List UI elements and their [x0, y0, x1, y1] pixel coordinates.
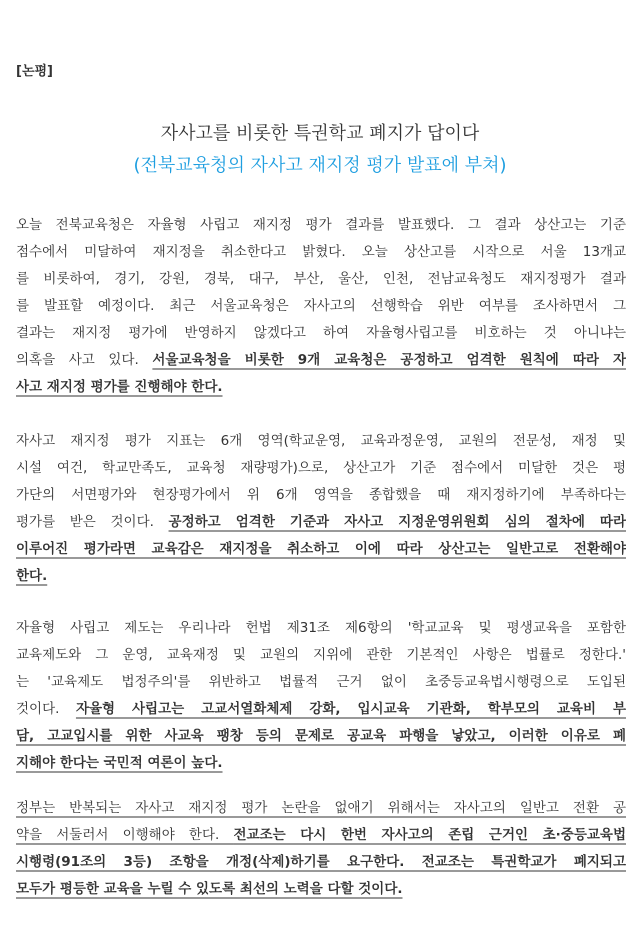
text-line — [16, 563, 626, 590]
text-line — [16, 293, 626, 320]
text-segment: 가단의 서면평가와 현장평가에서 위 6개 영역을 종합했을 때 재지정하기에 부족하다는 — [16, 487, 626, 503]
text-line — [16, 509, 626, 536]
text-segment: 것이다. — [16, 701, 76, 717]
text-line — [16, 347, 626, 374]
paragraph-3 — [16, 615, 626, 777]
text-line — [16, 536, 626, 563]
paragraph-2 — [16, 428, 626, 590]
text-line — [16, 239, 626, 266]
text-segment: 오늘 전북교육청은 자율형 사립고 재지정 평가 결과를 발표했다. 그 결과 상산고는 기준 — [16, 217, 626, 233]
emphasized-text: 사고 재지정 평가를 진행해야 한다. — [16, 379, 223, 395]
text-segment: 결과는 재지정 평가에 반영하지 않겠다고 하여 자율형사립고를 비호하는 것 아니냐는 — [16, 325, 626, 341]
text-segment: 의혹을 사고 있다. — [16, 352, 153, 368]
text-line — [16, 615, 626, 642]
text-line — [16, 696, 626, 723]
emphasized-text: 자율형 사립고는 고교서열화체제 강화, 입시교육 기관화, 학부모의 교육비 부 — [75, 701, 626, 717]
emphasized-text: 지해야 한다는 국민적 여론이 높다. — [16, 755, 223, 771]
text-line — [16, 428, 626, 455]
emphasized-text: 공정하고 엄격한 기준과 자사고 지정운영위원회 심의 절차에 따라 — [168, 514, 626, 530]
article-title: 자사고를 비롯한 특권학교 폐지가 답이다 — [160, 123, 480, 144]
emphasized-text: 담, 고교입시를 위한 사교육 팽창 등의 문제로 공교육 파행을 낳았고, 이러한 이유로 폐 — [16, 728, 626, 744]
emphasized-text: 한다. — [16, 568, 48, 584]
text-line — [16, 320, 626, 347]
emphasized-text: 전교조는 다시 한번 자사고의 존립 근거인 초·중등교육법 — [233, 827, 626, 843]
text-line — [16, 212, 626, 239]
category-label: [논평] — [16, 64, 53, 79]
text-line — [16, 482, 626, 509]
text-segment: 평가를 받은 것이다. — [16, 514, 169, 530]
article-subtitle: (전북교육청의 자사고 재지정 평가 발표에 부쳐) — [133, 155, 507, 176]
text-line — [16, 669, 626, 696]
text-line — [16, 876, 626, 903]
text-segment: 는 '교육제도 법정주의'를 위반하고 법률적 근거 없이 초중등교육법시행령으로 도입된 — [16, 674, 626, 690]
text-segment: 를 발표할 예정이다. 최근 서울교육청은 자사고의 선행학습 위반 여부를 조사하면서 그 — [16, 298, 626, 314]
emphasized-text: 시행령(91조의 3등) 조항을 개정(삭제)하기를 요구한다. 전교조는 특권학교가 폐지되고 — [16, 854, 626, 870]
text-line — [16, 849, 626, 876]
text-line — [16, 795, 626, 822]
text-line — [16, 750, 626, 777]
text-line — [16, 642, 626, 669]
paragraph-4 — [16, 795, 626, 903]
emphasized-text: 모두가 평등한 교육을 누릴 수 있도록 최선의 노력을 다할 것이다. — [16, 881, 403, 897]
text-line — [16, 374, 626, 401]
text-line — [16, 723, 626, 750]
text-segment: 를 비롯하여, 경기, 강원, 경북, 대구, 부산, 울산, 인천, 전남교육청도 재지정평가 결과 — [16, 271, 626, 287]
emphasized-text: 약을 서둘러서 이행해야 한다. — [16, 827, 234, 843]
text-line — [16, 266, 626, 293]
text-segment: 점수에서 미달하여 재지정을 취소한다고 밝혔다. 오늘 상산고를 시작으로 서울 13개교 — [16, 244, 626, 260]
emphasized-text: 정부는 반복되는 자사고 재지정 평가 논란을 없애기 위해서는 자사고의 일반고 전환 공 — [16, 800, 626, 816]
text-segment: 시설 여건, 학교만족도, 교육청 재량평가)으로, 상산고가 기준 점수에서 미달한 것은 평 — [16, 460, 626, 476]
emphasized-text: 이루어진 평가라면 교육감은 재지정을 취소하고 이에 따라 상산고는 일반고로 전환해야 — [16, 541, 626, 557]
text-segment: 자율형 사립고 제도는 우리나라 헌법 제31조 제6항의 '학교교육 및 평생교육을 포함한 — [16, 620, 626, 636]
paragraph-1 — [16, 212, 626, 401]
emphasized-text: 서울교육청을 비롯한 9개 교육청은 공정하고 엄격한 원칙에 따라 자 — [152, 352, 626, 368]
text-line — [16, 822, 626, 849]
text-segment: 자사고 재지정 평가 지표는 6개 영역(학교운영, 교육과정운영, 교원의 전문성, 재정 및 — [16, 433, 626, 449]
text-segment: 교육제도와 그 운영, 교육재정 및 교원의 지위에 관한 기본적인 사항은 법률로 정한다.' — [16, 647, 626, 663]
text-line — [16, 455, 626, 482]
